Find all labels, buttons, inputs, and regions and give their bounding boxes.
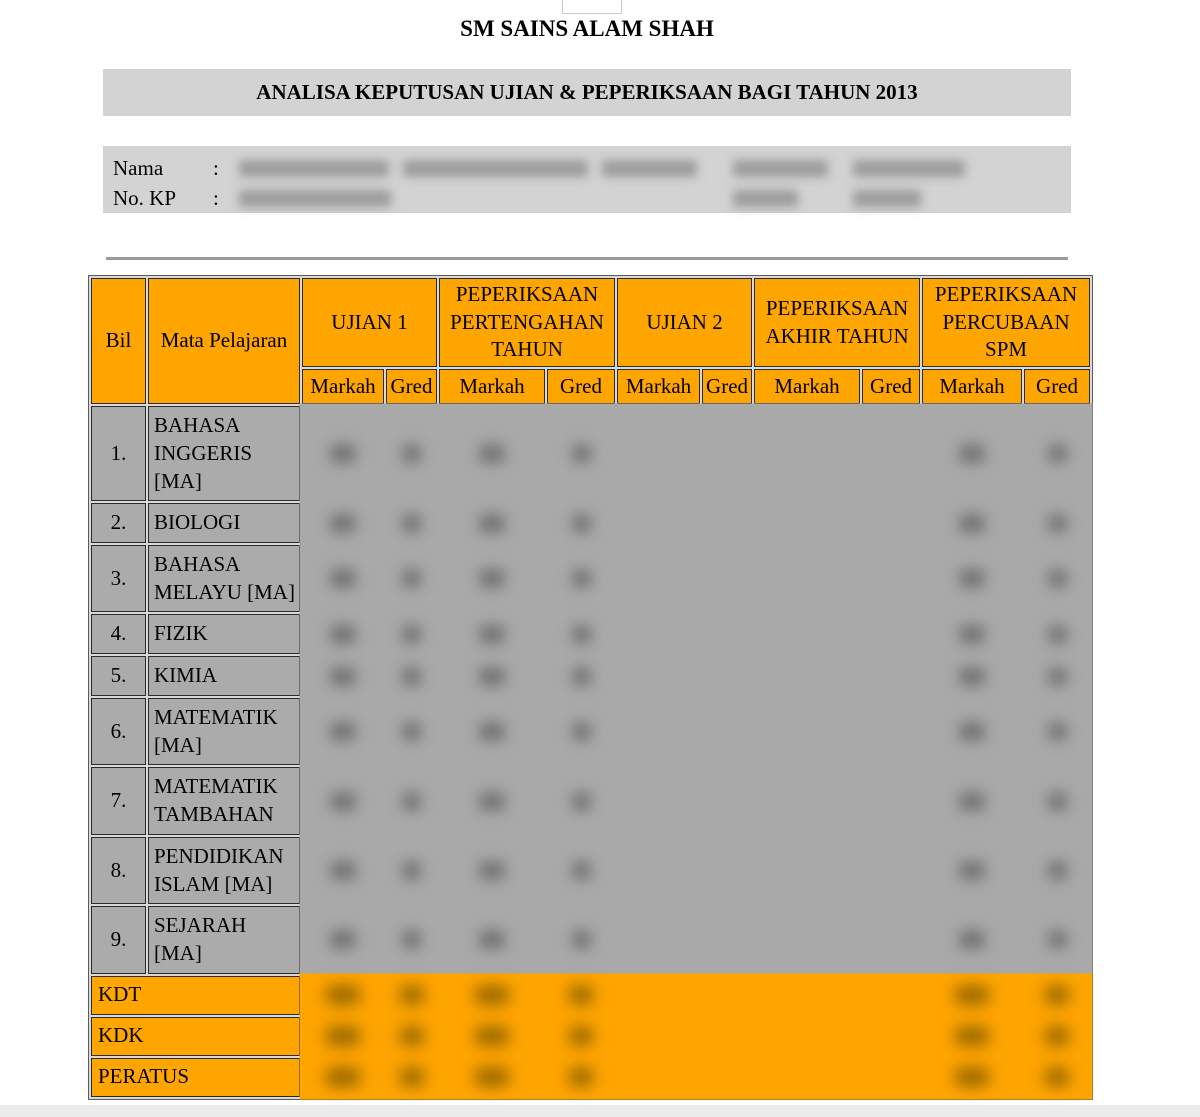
mark-cell-redacted <box>547 503 615 543</box>
mark-cell-redacted <box>439 656 545 696</box>
redacted-value <box>959 792 985 811</box>
mark-cell-empty <box>617 767 700 834</box>
redacted-value <box>330 722 356 741</box>
divider <box>106 257 1068 260</box>
bil-cell: 4. <box>91 614 146 654</box>
redacted-value <box>572 722 591 741</box>
mark-cell-empty <box>702 503 752 543</box>
mark-cell-empty <box>617 837 700 904</box>
redacted-value <box>400 1027 424 1045</box>
redacted-value <box>479 625 505 644</box>
mark-cell-redacted <box>1024 545 1090 612</box>
mark-cell-redacted <box>302 406 384 501</box>
subject-cell: BAHASA INGGERIS [MA] <box>148 406 300 501</box>
mark-cell-empty <box>862 545 920 612</box>
mark-cell-redacted <box>386 906 437 973</box>
redacted-value <box>959 569 985 588</box>
field-value-redacted <box>853 190 921 207</box>
summary-row <box>91 1017 1090 1056</box>
subject-row <box>91 503 1090 543</box>
redacted-value <box>959 444 985 463</box>
redacted-value <box>572 444 591 463</box>
subject-cell: KIMIA <box>148 656 300 696</box>
redacted-value <box>569 986 593 1004</box>
header-group-row <box>91 278 1090 367</box>
mark-cell-empty <box>754 767 860 834</box>
logo-placeholder <box>562 0 622 14</box>
subject-row <box>91 656 1090 696</box>
redacted-value <box>955 1068 989 1086</box>
results-table <box>88 275 1093 1100</box>
bil-cell: 9. <box>91 906 146 973</box>
col-header-gred: Gred <box>386 369 437 404</box>
summary-cell-empty <box>702 976 752 1015</box>
redacted-value <box>572 667 591 686</box>
redacted-value <box>475 1068 509 1086</box>
redacted-value <box>1048 792 1067 811</box>
col-header-markah: Markah <box>302 369 384 404</box>
mark-cell-redacted <box>547 767 615 834</box>
mark-cell-empty <box>754 698 860 765</box>
mark-cell-empty <box>862 767 920 834</box>
mark-cell-empty <box>862 614 920 654</box>
mark-cell-redacted <box>439 406 545 501</box>
mark-cell-redacted <box>922 406 1022 501</box>
mark-cell-empty <box>617 614 700 654</box>
redacted-value <box>330 930 356 949</box>
mark-cell-empty <box>702 656 752 696</box>
subject-cell: PENDIDIKAN ISLAM [MA] <box>148 837 300 904</box>
summary-cell-redacted <box>547 1058 615 1097</box>
mark-cell-empty <box>617 545 700 612</box>
mark-cell-empty <box>702 406 752 501</box>
mark-cell-empty <box>702 837 752 904</box>
redacted-value <box>569 1068 593 1086</box>
bil-cell: 5. <box>91 656 146 696</box>
redacted-value <box>402 444 421 463</box>
summary-cell-empty <box>617 976 700 1015</box>
redacted-value <box>475 1027 509 1045</box>
summary-row <box>91 1058 1090 1097</box>
redacted-value <box>572 514 591 533</box>
summary-cell-redacted <box>439 1058 545 1097</box>
mark-cell-empty <box>754 614 860 654</box>
subject-cell: FIZIK <box>148 614 300 654</box>
mark-cell-empty <box>754 837 860 904</box>
mark-cell-redacted <box>1024 906 1090 973</box>
summary-label: KDT <box>91 976 300 1015</box>
summary-cell-empty <box>862 1017 920 1056</box>
summary-cell-empty <box>862 976 920 1015</box>
mark-cell-redacted <box>922 767 1022 834</box>
subject-row <box>91 837 1090 904</box>
redacted-value <box>479 569 505 588</box>
mark-cell-redacted <box>386 545 437 612</box>
redacted-value <box>1048 722 1067 741</box>
mark-cell-redacted <box>547 656 615 696</box>
col-header-markah: Markah <box>754 369 860 404</box>
redacted-value <box>572 569 591 588</box>
exam-header-ujian1: UJIAN 1 <box>302 278 437 367</box>
redacted-value <box>402 667 421 686</box>
mark-cell-empty <box>617 698 700 765</box>
mark-cell-redacted <box>386 698 437 765</box>
mark-cell-redacted <box>302 656 384 696</box>
redacted-value <box>326 1068 360 1086</box>
school-name: SM SAINS ALAM SHAH <box>460 16 714 41</box>
mark-cell-empty <box>702 614 752 654</box>
summary-cell-redacted <box>386 1017 437 1056</box>
redacted-value <box>475 986 509 1004</box>
summary-cell-empty <box>754 1058 860 1097</box>
mark-cell-empty <box>702 906 752 973</box>
mark-cell-empty <box>617 906 700 973</box>
mark-cell-redacted <box>386 767 437 834</box>
mark-cell-redacted <box>547 614 615 654</box>
summary-cell-empty <box>862 1058 920 1097</box>
summary-cell-redacted <box>1024 1058 1090 1097</box>
redacted-value <box>402 625 421 644</box>
col-header-gred: Gred <box>547 369 615 404</box>
mark-cell-redacted <box>547 545 615 612</box>
mark-cell-redacted <box>1024 656 1090 696</box>
mark-cell-redacted <box>922 503 1022 543</box>
name-colon: : <box>213 156 219 180</box>
summary-cell-redacted <box>439 976 545 1015</box>
summary-cell-empty <box>754 976 860 1015</box>
mark-cell-empty <box>754 656 860 696</box>
col-header-markah: Markah <box>617 369 700 404</box>
exam-header-ujian2: UJIAN 2 <box>617 278 752 367</box>
bil-cell: 1. <box>91 406 146 501</box>
summary-cell-redacted <box>1024 1017 1090 1056</box>
redacted-value <box>572 930 591 949</box>
col-header-gred: Gred <box>1024 369 1090 404</box>
mark-cell-empty <box>702 698 752 765</box>
subject-row <box>91 545 1090 612</box>
mark-cell-empty <box>754 503 860 543</box>
redacted-value <box>402 514 421 533</box>
redacted-value <box>1048 569 1067 588</box>
name-value-redacted <box>239 160 389 177</box>
summary-cell-empty <box>702 1017 752 1056</box>
summary-cell-redacted <box>922 976 1022 1015</box>
student-info-right-column <box>733 155 965 215</box>
mark-cell-redacted <box>922 545 1022 612</box>
mark-cell-redacted <box>439 614 545 654</box>
redacted-value <box>572 861 591 880</box>
mark-cell-redacted <box>439 767 545 834</box>
redacted-value <box>330 514 356 533</box>
redacted-value <box>479 930 505 949</box>
summary-cell-empty <box>617 1017 700 1056</box>
mark-cell-redacted <box>386 656 437 696</box>
mark-cell-redacted <box>922 698 1022 765</box>
redacted-value <box>479 667 505 686</box>
mark-cell-redacted <box>439 837 545 904</box>
summary-cell-redacted <box>386 1058 437 1097</box>
mark-cell-redacted <box>439 906 545 973</box>
summary-cell-redacted <box>547 976 615 1015</box>
redacted-value <box>479 792 505 811</box>
mark-cell-empty <box>754 406 860 501</box>
field-value-redacted <box>853 160 965 177</box>
bil-cell: 7. <box>91 767 146 834</box>
redacted-value <box>402 792 421 811</box>
mark-cell-redacted <box>547 698 615 765</box>
mark-cell-empty <box>702 545 752 612</box>
redacted-value <box>479 444 505 463</box>
page-bottom-strip <box>0 1105 1200 1117</box>
summary-cell-redacted <box>1024 976 1090 1015</box>
mark-cell-redacted <box>302 906 384 973</box>
report-page <box>88 0 1086 1100</box>
redacted-value <box>1045 1027 1069 1045</box>
redacted-value <box>959 861 985 880</box>
redacted-value <box>402 722 421 741</box>
subject-row <box>91 767 1090 834</box>
bil-cell: 3. <box>91 545 146 612</box>
redacted-value <box>479 514 505 533</box>
mark-cell-empty <box>617 656 700 696</box>
redacted-value <box>1048 625 1067 644</box>
redacted-value <box>959 930 985 949</box>
name-value-redacted <box>602 160 697 177</box>
subject-row <box>91 698 1090 765</box>
summary-cell-redacted <box>439 1017 545 1056</box>
summary-row <box>91 976 1090 1015</box>
subject-cell: SEJARAH [MA] <box>148 906 300 973</box>
right-field-row <box>733 185 965 212</box>
mark-cell-redacted <box>302 698 384 765</box>
name-value-redacted <box>403 160 588 177</box>
col-header-subject: Mata Pelajaran <box>148 278 300 404</box>
mark-cell-redacted <box>386 503 437 543</box>
bil-cell: 8. <box>91 837 146 904</box>
report-title-banner <box>103 69 1071 116</box>
subject-row <box>91 406 1090 501</box>
redacted-value <box>330 444 356 463</box>
mark-cell-redacted <box>922 906 1022 973</box>
mark-cell-redacted <box>439 545 545 612</box>
mark-cell-redacted <box>922 837 1022 904</box>
redacted-value <box>400 986 424 1004</box>
col-header-markah: Markah <box>922 369 1022 404</box>
mark-cell-redacted <box>547 906 615 973</box>
redacted-value <box>1048 444 1067 463</box>
redacted-value <box>955 1027 989 1045</box>
mark-cell-redacted <box>386 406 437 501</box>
mark-cell-redacted <box>922 614 1022 654</box>
report-title: ANALISA KEPUTUSAN UJIAN & PEPERIKSAAN BAGI TAHUN 2013 <box>256 80 918 104</box>
redacted-value <box>479 722 505 741</box>
id-value-redacted <box>239 190 391 207</box>
mark-cell-redacted <box>1024 503 1090 543</box>
col-header-markah: Markah <box>439 369 545 404</box>
redacted-value <box>959 625 985 644</box>
subject-cell: BAHASA MELAYU [MA] <box>148 545 300 612</box>
mark-cell-empty <box>862 656 920 696</box>
summary-cell-redacted <box>922 1017 1022 1056</box>
redacted-value <box>330 625 356 644</box>
subject-row <box>91 906 1090 973</box>
mark-cell-empty <box>617 406 700 501</box>
redacted-value <box>402 930 421 949</box>
redacted-value <box>330 667 356 686</box>
mark-cell-redacted <box>547 837 615 904</box>
mark-cell-redacted <box>302 767 384 834</box>
subject-cell: BIOLOGI <box>148 503 300 543</box>
summary-cell-redacted <box>922 1058 1022 1097</box>
redacted-value <box>400 1068 424 1086</box>
mark-cell-empty <box>862 906 920 973</box>
summary-cell-redacted <box>302 976 384 1015</box>
mark-cell-redacted <box>922 656 1022 696</box>
mark-cell-redacted <box>1024 767 1090 834</box>
mark-cell-empty <box>862 837 920 904</box>
redacted-value <box>330 861 356 880</box>
mark-cell-empty <box>862 406 920 501</box>
redacted-value <box>1048 514 1067 533</box>
mark-cell-redacted <box>1024 837 1090 904</box>
mark-cell-empty <box>862 698 920 765</box>
redacted-value <box>326 986 360 1004</box>
bil-cell: 6. <box>91 698 146 765</box>
redacted-value <box>326 1027 360 1045</box>
summary-cell-empty <box>617 1058 700 1097</box>
subject-cell: MATEMATIK [MA] <box>148 698 300 765</box>
summary-label: KDK <box>91 1017 300 1056</box>
redacted-value <box>959 722 985 741</box>
mark-cell-empty <box>702 767 752 834</box>
mark-cell-empty <box>754 545 860 612</box>
redacted-value <box>402 569 421 588</box>
summary-cell-redacted <box>302 1017 384 1056</box>
summary-cell-empty <box>702 1058 752 1097</box>
exam-header-akhir-tahun: PEPERIKSAAN AKHIR TAHUN <box>754 278 920 367</box>
redacted-value <box>402 861 421 880</box>
redacted-value <box>955 986 989 1004</box>
summary-cell-redacted <box>302 1058 384 1097</box>
mark-cell-redacted <box>1024 614 1090 654</box>
redacted-value <box>959 667 985 686</box>
col-header-gred: Gred <box>702 369 752 404</box>
mark-cell-redacted <box>439 698 545 765</box>
redacted-value <box>572 792 591 811</box>
mark-cell-empty <box>754 906 860 973</box>
mark-cell-redacted <box>302 614 384 654</box>
redacted-value <box>1048 861 1067 880</box>
student-info-box <box>103 146 1071 213</box>
mark-cell-redacted <box>1024 698 1090 765</box>
redacted-value <box>479 861 505 880</box>
id-colon: : <box>213 186 219 210</box>
field-label-redacted <box>733 160 828 177</box>
field-label-redacted <box>733 190 798 207</box>
redacted-value <box>572 625 591 644</box>
mark-cell-redacted <box>302 545 384 612</box>
subject-row <box>91 614 1090 654</box>
exam-header-pertengahan-tahun: PEPERIKSAAN PERTENGAHAN TAHUN <box>439 278 615 367</box>
mark-cell-redacted <box>302 503 384 543</box>
mark-cell-redacted <box>386 837 437 904</box>
redacted-value <box>1045 1068 1069 1086</box>
exam-header-percubaan-spm: PEPERIKSAAN PERCUBAAN SPM <box>922 278 1090 367</box>
redacted-value <box>569 1027 593 1045</box>
mark-cell-redacted <box>1024 406 1090 501</box>
mark-cell-redacted <box>439 503 545 543</box>
mark-cell-empty <box>617 503 700 543</box>
summary-cell-empty <box>754 1017 860 1056</box>
mark-cell-redacted <box>302 837 384 904</box>
mark-cell-empty <box>862 503 920 543</box>
redacted-value <box>1045 986 1069 1004</box>
mark-cell-redacted <box>386 614 437 654</box>
summary-cell-redacted <box>386 976 437 1015</box>
subject-cell: MATEMATIK TAMBAHAN <box>148 767 300 834</box>
right-field-row <box>733 155 965 182</box>
redacted-value <box>959 514 985 533</box>
redacted-value <box>1048 930 1067 949</box>
redacted-value <box>330 569 356 588</box>
name-label: Nama <box>113 156 164 180</box>
col-header-bil: Bil <box>91 278 146 404</box>
bil-cell: 2. <box>91 503 146 543</box>
redacted-value <box>1048 667 1067 686</box>
redacted-value <box>330 792 356 811</box>
summary-cell-redacted <box>547 1017 615 1056</box>
mark-cell-redacted <box>547 406 615 501</box>
id-label: No. KP <box>113 186 177 210</box>
summary-label: PERATUS <box>91 1058 300 1097</box>
col-header-gred: Gred <box>862 369 920 404</box>
